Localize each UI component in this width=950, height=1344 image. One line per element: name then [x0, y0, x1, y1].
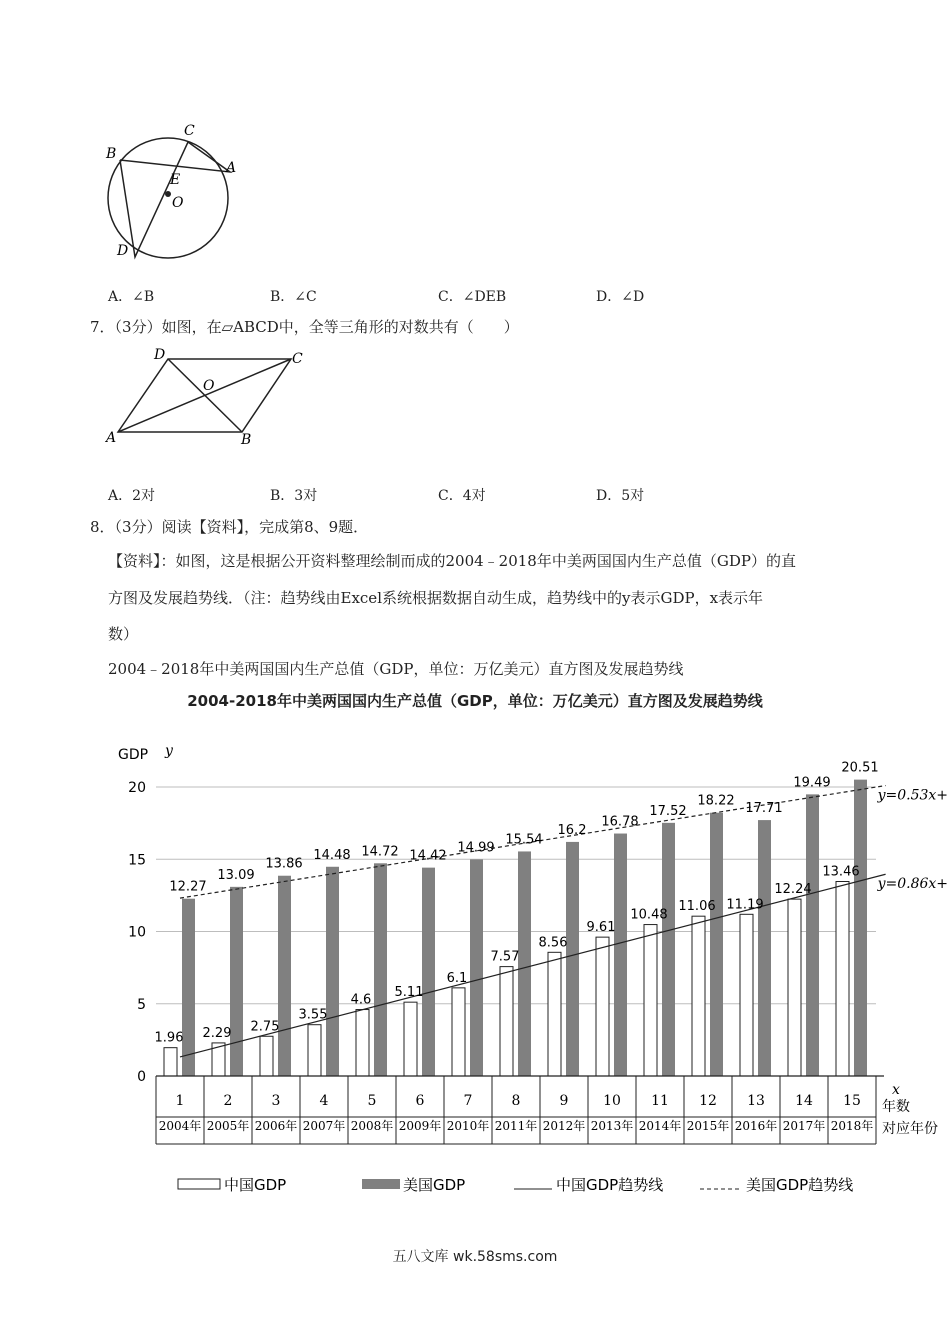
usa-gdp-value-label: 12.27 [169, 879, 207, 895]
legend-china-swatch [178, 1179, 220, 1189]
q7-label-a: A [106, 430, 117, 446]
year-label: 2010年 [446, 1119, 490, 1133]
china-gdp-bar [308, 1025, 321, 1076]
q6-circle-figure [100, 118, 250, 268]
china-gdp-bar [452, 988, 465, 1076]
x-tick-label: 14 [795, 1093, 813, 1109]
q7-stem: 7．（3分）如图，在▱ABCD中，全等三角形的对数共有（ ） [90, 318, 519, 336]
x-axis-symbol: x [892, 1082, 900, 1098]
year-label: 2007年 [302, 1119, 346, 1133]
usa-gdp-value-label: 16.2 [557, 822, 587, 838]
usa-gdp-bar [806, 794, 819, 1076]
q8-caption: 2004﹣2018年中美两国国内生产总值（GDP，单位：万亿美元）直方图及发展趋势线 [108, 660, 684, 678]
usa-gdp-bar [422, 868, 435, 1076]
y-axis-symbol: y [165, 743, 173, 759]
q8-stem: 8．（3分）阅读【资料】，完成第8、9题． [90, 518, 369, 536]
x-tick-label: 15 [843, 1093, 861, 1109]
y-axis-label: GDP [118, 747, 149, 763]
page-footer: 五八文库 wk.58sms.com [392, 1249, 558, 1265]
x-tick-label: 3 [271, 1093, 281, 1109]
legend-usa-trend-label: 美国GDP趋势线 [746, 1176, 854, 1194]
q6-option-c[interactable]: C．∠DEB [438, 289, 507, 305]
usa-gdp-value-label: 14.99 [457, 840, 495, 856]
y-tick-label: 5 [137, 996, 146, 1013]
china-gdp-bar [740, 914, 753, 1076]
usa-gdp-bar [614, 834, 627, 1076]
q7-label-o: O [203, 378, 215, 394]
x-tick-label: 2 [223, 1093, 233, 1109]
usa-gdp-value-label: 17.52 [649, 803, 687, 819]
year-label: 2004年 [158, 1119, 202, 1133]
usa-gdp-bar [566, 842, 579, 1076]
q6-option-b[interactable]: B．∠C [270, 289, 317, 305]
y-tick-label: 10 [128, 924, 146, 941]
year-label: 2013年 [590, 1119, 634, 1133]
usa-gdp-bar [470, 859, 483, 1076]
usa-gdp-value-label: 13.86 [265, 856, 303, 872]
q8-material-line3: 数） [108, 625, 139, 643]
china-gdp-bar [164, 1048, 177, 1076]
usa-trendline-label: y=0.53x+ [877, 787, 949, 804]
x-axis-label-line1: 年数 [882, 1099, 910, 1115]
x-tick-label: 5 [367, 1093, 377, 1109]
china-gdp-bar [596, 937, 609, 1076]
q8-material-line2: 方图及发展趋势线．（注：趋势线由Excel系统根据数据自动生成，趋势线中的y表示GDP，x表示年 [108, 589, 764, 607]
usa-gdp-value-label: 14.42 [409, 848, 447, 864]
legend-china-label: 中国GDP [224, 1176, 287, 1194]
chart-legend [178, 1176, 853, 1194]
x-tick-label: 8 [511, 1093, 521, 1109]
year-label: 2006年 [254, 1119, 298, 1133]
x-axis-label-line2: 对应年份 [882, 1121, 938, 1137]
year-label: 2005年 [206, 1119, 250, 1133]
q7-option-a[interactable]: A．2对 [108, 488, 156, 504]
usa-gdp-value-label: 17.71 [745, 801, 783, 817]
x-tick-label: 13 [747, 1093, 765, 1109]
china-gdp-value-label: 1.96 [154, 1030, 184, 1046]
china-trendline-label: y=0.86x+ [877, 876, 949, 893]
china-gdp-bar [500, 967, 513, 1076]
china-gdp-bar [356, 1010, 369, 1076]
usa-gdp-bar [518, 851, 531, 1076]
x-tick-label: 12 [699, 1093, 717, 1109]
q7-label-d: D [154, 347, 166, 363]
usa-gdp-bar [374, 863, 387, 1076]
x-tick-label: 7 [463, 1093, 473, 1109]
china-gdp-bar [260, 1036, 273, 1076]
china-gdp-value-label: 6.1 [446, 970, 468, 986]
usa-gdp-bar [230, 887, 243, 1076]
q6-label-c: C [184, 123, 195, 139]
q8-material-line1: 【资料】：如图，这是根据公开资料整理绘制而成的2004﹣2018年中美两国国内生产总值（GDP）的直 [108, 552, 796, 570]
usa-gdp-value-label: 16.78 [601, 814, 639, 830]
china-gdp-value-label: 5.11 [394, 985, 424, 1001]
q7-option-c[interactable]: C．4对 [438, 488, 486, 504]
q6-option-a[interactable]: A．∠B [108, 289, 155, 305]
q7-label-c: C [292, 351, 303, 367]
usa-gdp-value-label: 14.48 [313, 847, 351, 863]
usa-gdp-value-label: 13.09 [217, 867, 255, 883]
china-gdp-bar [404, 1002, 417, 1076]
usa-gdp-bar [278, 876, 291, 1076]
legend-china-trend-label: 中国GDP趋势线 [556, 1176, 664, 1194]
year-label: 2016年 [734, 1119, 778, 1133]
year-label: 2009年 [398, 1119, 442, 1133]
china-gdp-bar [836, 882, 849, 1076]
china-gdp-value-label: 8.56 [538, 935, 568, 951]
china-gdp-bar [788, 899, 801, 1076]
usa-gdp-value-label: 19.49 [793, 775, 831, 791]
usa-gdp-bar [710, 813, 723, 1076]
usa-gdp-value-label: 15.54 [505, 832, 543, 848]
legend-usa-label: 美国GDP [403, 1176, 466, 1194]
usa-gdp-bar [758, 820, 771, 1076]
usa-gdp-value-label: 14.72 [361, 844, 399, 860]
gdp-bar-chart [0, 725, 950, 1225]
year-label: 2012年 [542, 1119, 586, 1133]
usa-gdp-bar [326, 867, 339, 1076]
usa-gdp-value-label: 20.51 [841, 760, 879, 776]
x-tick-label: 10 [603, 1093, 621, 1109]
china-gdp-value-label: 11.06 [678, 899, 716, 915]
q6-label-e: E [170, 172, 181, 188]
chart-title: 2004-2018年中美两国国内生产总值（GDP，单位：万亿美元）直方图及发展趋势线 [187, 692, 763, 710]
china-gdp-value-label: 2.29 [202, 1025, 232, 1041]
legend-usa-swatch [362, 1179, 400, 1189]
q7-parallelogram-figure [104, 344, 314, 454]
year-label: 2011年 [494, 1119, 538, 1133]
chart-axis [156, 1076, 884, 1144]
china-gdp-value-label: 4.6 [350, 992, 372, 1008]
x-tick-label: 9 [559, 1093, 569, 1109]
y-tick-label: 15 [128, 852, 146, 869]
china-gdp-bar [644, 925, 657, 1076]
china-gdp-value-label: 3.55 [298, 1007, 328, 1023]
china-gdp-value-label: 11.19 [726, 897, 764, 913]
q6-label-o: O [172, 195, 184, 211]
q6-option-d[interactable]: D．∠D [596, 289, 645, 305]
china-gdp-value-label: 10.48 [630, 907, 668, 923]
usa-gdp-bar [662, 823, 675, 1076]
x-tick-label: 1 [175, 1093, 185, 1109]
year-label: 2017年 [782, 1119, 826, 1133]
china-gdp-value-label: 12.24 [774, 882, 812, 898]
x-tick-label: 11 [651, 1093, 669, 1109]
china-gdp-value-label: 13.46 [822, 864, 860, 880]
y-tick-label: 0 [137, 1069, 146, 1085]
china-gdp-value-label: 7.57 [490, 949, 520, 965]
q6-label-a: A [226, 160, 237, 176]
x-tick-label: 4 [319, 1093, 329, 1109]
q6-label-b: B [106, 146, 117, 162]
q7-label-b: B [241, 432, 252, 448]
year-label: 2018年 [830, 1119, 874, 1133]
year-label: 2015年 [686, 1119, 730, 1133]
q7-option-b[interactable]: B．3对 [270, 488, 318, 504]
china-gdp-value-label: 9.61 [586, 920, 616, 936]
y-tick-label: 20 [128, 780, 146, 796]
x-tick-label: 6 [415, 1093, 425, 1109]
china-gdp-value-label: 2.75 [250, 1019, 280, 1035]
year-label: 2008年 [350, 1119, 394, 1133]
china-gdp-bar [548, 952, 561, 1076]
usa-gdp-bar [182, 899, 195, 1076]
q6-label-d: D [117, 243, 129, 259]
year-label: 2014年 [638, 1119, 682, 1133]
china-gdp-bar [692, 916, 705, 1076]
usa-gdp-bar [854, 780, 867, 1076]
usa-gdp-value-label: 18.22 [697, 793, 735, 809]
q7-option-d[interactable]: D．5对 [596, 488, 645, 504]
